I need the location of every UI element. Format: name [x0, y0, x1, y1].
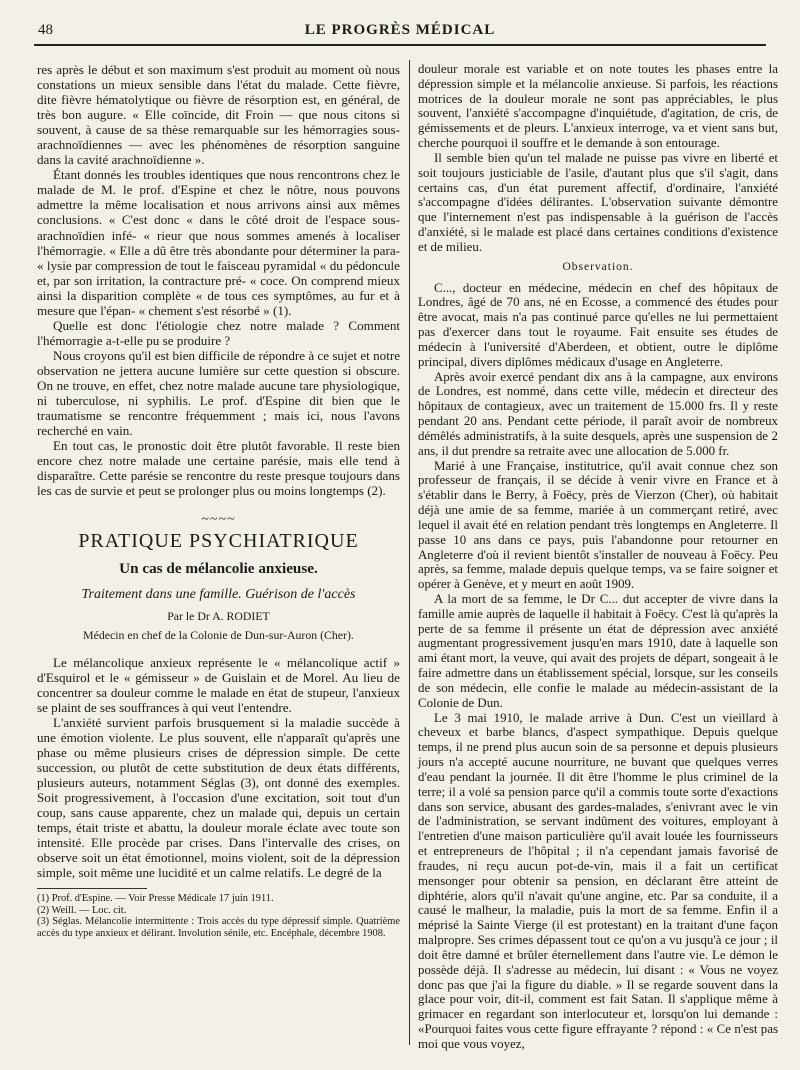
footnote: (1) Prof. d'Espine. — Voir Presse Médicale 17 juin 1911. [37, 893, 274, 905]
left-paragraph-1: res après le début et son maximum s'est produit au moment où nous constations un mieux sensible dans l'état du malade. Cette fièvre, dite fièvre hématolytique ou fièvre de résorption est, en général, de très bon augure. « Elle coïncide, dit Froin — que nous citons si souvent, à cause de sa thèse remarquable sur les hémorragies sous-arachnoïdiennes — avec les phénomènes de résorption sanguine dans la cavité arachnoïdienne ». [37, 62, 400, 168]
byline: Par le Dr A. RODIET [167, 608, 270, 623]
footnote-rule [37, 888, 147, 889]
observation-paragraph: Après avoir exercé pendant dix ans à la campagne, aux environs de Londres, est nommé, dans cette ville, médecin et directeur des hôpitaux de contagieux, avec un traitement de 15.000 frs. Il y reste pendant 20 ans. Pendant cette période, il paraît avoir de nombreux démêlés administratifs, à la suite desquels, après une suspension de 2 ans, il dut prendre sa retraite avec une allocation de 5.000 fr. [418, 369, 778, 458]
observation-paragraph: Le 3 mai 1910, le malade arrive à Dun. C'est un vieillard à cheveux et barbe blancs, d'aspect sympathique. Depuis quelque temps, il ne prend plus aucun soin de sa personne et depuis plusieurs jours n'a accepté aucune nourriture, ne buvant que quelques verres d'eau pendant la journée. Il dit être l'homme le plus criminel de la terre; il a volé sa pension parce qu'il a commis toute sorte d'exactions dans son service, abusant des gardes-malades, s'enivrant avec le vin de l'administration, se servant indûment des voitures, employant à l'entretien d'une maison particulière qu'il avait louée les fournisseurs et entrepreneurs de l'hôpital ; il n'a cependant jamais favorisé de fraudes, ni reçu aucun pot-de-vin, mais il a fait un certificat mensonger pour obtenir sa pension, en déclarant être atteint de diphtérie, alors qu'il n'avait qu'une angine, etc. Par sa conduite, il a causé le malheur, la maladie, puis la mort de sa femme. Enfin il a méprisé la Sainte Vierge (il est protestant) en la traitant d'une façon malpropre. Ses crimes dépassent tout ce qu'on a vu jusqu'à ce jour ; il doit être damné et brûler éternellement dans l'autre vie. Le démon le possède déjà. Il s'adresse au médecin, lui disant : « Vous ne voyez donc pas que j'ai la figure du diable. » Il se regarde souvent dans la glace pour voir, dit-il, comment est fait Satan. Il s'applique même à grimacer en regardant son interlocuteur et, lorsqu'on lui demande : «Pourquoi faites vous cette figure effrayante ? répond : « Ce n'est pas moi que vous voyez, [418, 710, 778, 1051]
article-subtitle: Traitement dans une famille. Guérison de l'accès [81, 586, 356, 602]
article-paragraph-2: L'anxiété survient parfois brusquement si la maladie succède à une émotion violente. Le plus souvent, elle n'apparaît qu'après une phase ou même plusieurs crises de dépression simple. De cette succession, ou plutôt de cette substitution de deux états différents, plusieurs auteurs, notamment Séglas (3), ont donné des exemples. Soit progressivement, à l'occasion d'une excitation, soit tout d'un coup, sans cause apparente, chez un malade qui, depuis un certain temps, était triste et abattu, la douleur morale éclate avec toute son intensité. Elle procède par crises. Dans l'intervalle des crises, on observe soit un état émotionnel, moins violent, soit de la dépression simple, soit même une lucidité et un calme relatifs. Le degré de la [37, 714, 400, 881]
right-paragraph-1: douleur morale est variable et on note toutes les phases entre la dépression simple et la mélancolie anxieuse. Si parfois, les réactions motrices de la douleur morale ne sont pas appréciables, le plus souvent, l'anxiété s'accompagne d'inquiétude, d'agitation, de cris, de gémissements et de pleurs. L'anxieux interroge, va et vient sans but, cherche pourquoi il souffre et le demande à son entourage. [418, 62, 778, 151]
right-column [418, 62, 778, 1052]
left-paragraph-3: Quelle est donc l'étiologie chez notre malade ? Comment l'hémorragie a-t-elle pu se produire ? [37, 317, 400, 348]
footnote: (3) Séglas. Mélancolie intermittente : Trois accès du type dépressif simple. Quatrième accès du type anxieux et délirant. Involution sénile, etc. Encéphale, décembre 1908. [37, 916, 400, 939]
left-column [37, 62, 400, 939]
column-rule [409, 60, 410, 1045]
observation-paragraph: C..., docteur en médecine, médecin en chef des hôpitaux de Londres, âgé de 70 ans, né en Ecosse, a commencé des études pour être avocat, mais n'a pas continué parce qu'elles ne lui permettaient pas d'exercer dans tout le royaume. Fait ensuite ses études de médecin à l'université d'Aberdeen, et obtient, outre le diplôme principal, divers diplômes médicaux d'usage en Angleterre. [418, 280, 778, 369]
section-heading: PRATIQUE PSYCHIATRIQUE [78, 530, 359, 553]
footnotes [37, 893, 400, 939]
article-title: Un cas de mélancolie anxieuse. [119, 560, 318, 578]
left-paragraph-2: Étant donnés les troubles identiques que nous rencontrons chez le malade de M. le prof. d'Espine et chez le nôtre, nous pouvons admettre la même localisation et nous arrivons ainsi aux mêmes conclusions. « C'est donc « dans le côté droit de l'espace sous- arachnoïdien infé- « rieur que nous sommes amenés à localiser l'hémorragie. « Elle a dû être très abondante pour déterminer la para- « lysie par compression de tout le faisceau pyramidal « du pédoncule et, par son irritation, la contracture pré- « coce. On comprend mieux ainsi la disparition complète « de tous ces symptômes, au fur et à mesure que l'épan- « chement s'est résorbé » (1). [37, 167, 400, 318]
left-paragraph-4: Nous croyons qu'il est bien difficile de répondre à ce sujet et notre observation ne jettera aucune lumière sur cette question si obscure. On ne trouve, en effet, chez notre malade aucune tare physiologique, ni tuberculose, ni syphilis. Le prof. d'Espine dit bien que le traumatisme se rencontre fréquemment ; mais ici, nous l'avons recherché en vain. [37, 347, 400, 439]
affiliation: Médecin en chef de la Colonie de Dun-sur-Auron (Cher). [83, 627, 354, 642]
left-paragraph-5: En tout cas, le pronostic doit être plutôt favorable. Il reste bien encore chez notre malade une certaine parésie, mais elle tend à disparaître. Cette parésie se rencontre du reste presque toujours dans les cas de survie et peut se prolonger plus ou moins longtemps (2). [37, 438, 400, 499]
header-rule [34, 44, 766, 46]
footnote: (2) Weill. — Loc. cit. [37, 904, 127, 916]
article-paragraph-1: Le mélancolique anxieux représente le « mélancolique actif » d'Esquirol et le « gémisseur » de Guislain et de Morel. Au lieu de concentrer sa douleur comme le malade en état de stupeur, l'anxieux se plaint de ses souffrances à qui veut l'entendre. [37, 654, 400, 715]
section-ornament: ~~~~ [201, 512, 236, 528]
observation-paragraph: Marié à une Française, institutrice, qu'il avait connue chez son professeur de français, il se décide à venir vivre en France et à s'établir dans le Berry, à Foëcy, près de Vierzon (Cher), où habitait déjà une amie de sa femme, mariée à un commerçant retiré, avec lequel il avait été en relation pendant très longtemps en Angleterre. Il passe 10 ans dans ce pays, puis l'abandonne pour retourner en Angleterre d'où il revient bientôt s'installer de nouveau à Foëcy. Peu après, sa femme, malade depuis quelque temps, va se faire soigner et opérer à Genève, et y meurt en août 1909. [418, 458, 778, 592]
running-title: LE PROGRÈS MÉDICAL [304, 22, 496, 38]
observation-heading: Observation. [562, 260, 634, 273]
right-paragraph-2: Il semble bien qu'un tel malade ne puisse pas vivre en liberté et soit toujours justiciable de l'asile, d'autant plus que s'il s'agit, dans certains cas, d'un état purement affectif, d'ordinaire, l'anxiété s'accompagne d'idées délirantes. L'observation suivante démontre que l'internement n'est pas indispensable à la guérison de l'accès d'anxiété, si le malade est placé dans certaines conditions d'existence et de milieu. [418, 150, 778, 254]
page-number: 48 [38, 22, 53, 38]
observation-paragraph: A la mort de sa femme, le Dr C... dut accepter de vivre dans la famille amie auprès de laquelle il habitait à Foëcy. C'est là qu'après la perte de sa femme il présente un état de dépression avec anxiété augmentant progressivement jusqu'en mars 1910, date à laquelle son ami étant mort, la veuve, qui avait des projets de départ, songeait à le faire admettre dans un établissement spécial, lorsque, sur les conseils de son médecin, elle confie le malade au médecin-assistant de la Colonie de Dun. [418, 591, 778, 710]
